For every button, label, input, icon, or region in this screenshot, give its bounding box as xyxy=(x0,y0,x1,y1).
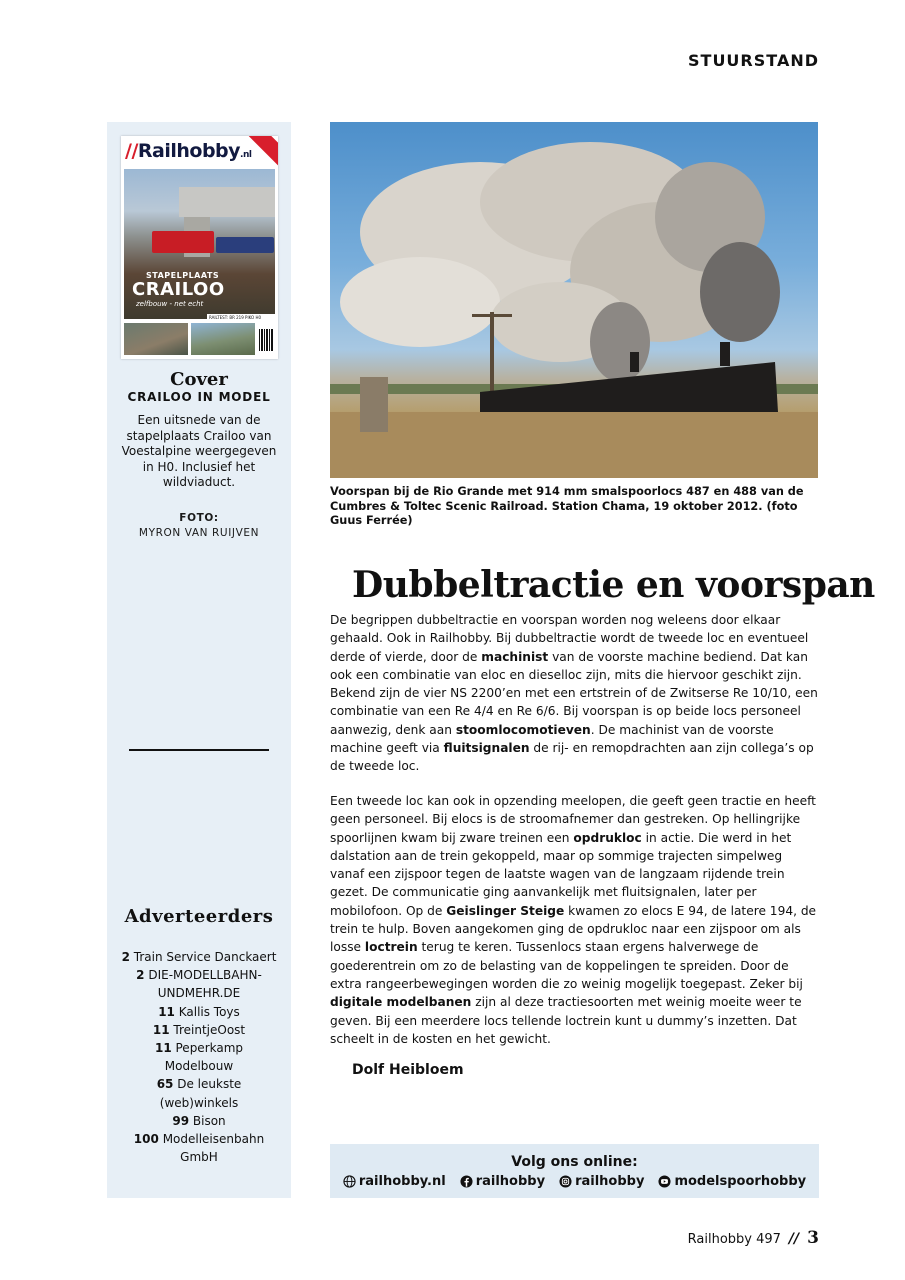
advertiser-item xyxy=(121,966,277,1002)
sidebar-divider xyxy=(129,749,269,751)
cover-blue-wagon xyxy=(216,237,274,253)
photo-label: FOTO: xyxy=(179,512,219,524)
emphasis-term: loctrein xyxy=(364,940,418,955)
advertiser-page: 100 xyxy=(133,1132,159,1147)
cover-logo-name: Railhobby xyxy=(137,140,241,162)
text-run: de rij- en remopdrachten aan zijn collega’s op de tweede loc. xyxy=(330,741,814,774)
youtube-link[interactable] xyxy=(658,1174,806,1189)
advertiser-name: De leukste (web)winkels xyxy=(159,1077,242,1110)
facebook-icon xyxy=(460,1175,473,1188)
telegraph-crossbar xyxy=(472,314,512,317)
page-number: 3 xyxy=(807,1228,819,1248)
smoke-cloud xyxy=(340,257,500,347)
text-run: terug te keren. Tussenlocs staan ergens halverwege de goederentrein om zo de belasting van de koppelingen te spreiden. Door de extra rangeerbewegingen worden die zo weinig mogelijk toegepast. Zeker bij xyxy=(330,940,803,991)
paragraph-text xyxy=(330,611,818,776)
article-photo xyxy=(330,122,818,478)
youtube-link-label: modelspoorhobby xyxy=(674,1174,807,1189)
article-headline: Dubbeltractie en voorspan xyxy=(352,564,875,607)
emphasis-term: fluitsignalen xyxy=(443,741,530,756)
youtube-icon xyxy=(658,1175,671,1188)
cover-description: Een uitsnede van de stapelplaats Crailoo van Voestalpine weergegeven in H0. Inclusief het wildviaduct. xyxy=(121,413,277,489)
fence xyxy=(360,377,388,432)
cover-logo-slashes: // xyxy=(125,140,138,162)
advertiser-name: TreintjeOost xyxy=(173,1022,246,1037)
article-author: Dolf Heibloem xyxy=(352,1062,464,1078)
smoke-cloud xyxy=(700,242,780,342)
instagram-icon xyxy=(559,1175,572,1188)
advertiser-name: Modelleisenbahn GmbH xyxy=(162,1132,265,1165)
cover-railtest-banner: RAILTEST: BR 219 PIKO H0 xyxy=(207,314,275,321)
cover-corner-badge xyxy=(249,136,278,167)
footer-separator: // xyxy=(788,1231,800,1247)
emphasis-term: machinist xyxy=(481,649,549,664)
advertiser-item xyxy=(121,1003,277,1021)
social-links xyxy=(330,1174,819,1189)
cover-subtitle: CRAILOO IN MODEL xyxy=(127,390,271,404)
section-tag: STUURSTAND xyxy=(688,51,819,70)
advertiser-name: Kallis Toys xyxy=(178,1004,240,1019)
text-run: kwamen zo elocs E 94, de latere 194, de trein te hulp. Boven aangekomen ging de opdrukloc naar een zijspoor om als losse xyxy=(330,903,817,955)
advertiser-item xyxy=(121,1075,277,1111)
follow-title: Volg ons online: xyxy=(511,1154,638,1170)
website-link-label: railhobby.nl xyxy=(358,1174,446,1189)
page-footer xyxy=(688,1228,819,1248)
advertiser-name: Bison xyxy=(192,1113,226,1128)
barcode-icon xyxy=(259,329,273,351)
advertiser-item xyxy=(121,1130,277,1166)
advertiser-page: 11 xyxy=(158,1004,175,1019)
globe-icon xyxy=(343,1175,356,1188)
advertiser-page: 2 xyxy=(136,968,145,983)
advertiser-page: 2 xyxy=(121,950,130,964)
advertiser-page: 99 xyxy=(172,1113,190,1128)
cover-red-loco xyxy=(152,231,214,253)
advertiser-page: 11 xyxy=(154,1041,172,1056)
advertisers-list xyxy=(121,948,277,1166)
advertiser-item xyxy=(121,1021,277,1039)
cover-title: Cover xyxy=(170,369,228,390)
facebook-link[interactable] xyxy=(460,1174,545,1189)
text-run: De begrippen dubbeltractie en voorspan worden nog weleens door elkaar gehaald. Ook in Railhobby. Bij dubbeltractie wordt de tweede loc en eventueel derde of vierde, door de xyxy=(330,613,809,664)
instagram-link-label: railhobby xyxy=(575,1174,645,1189)
facebook-link-label: railhobby xyxy=(475,1174,546,1189)
advertiser-name: Train Service Danckaert xyxy=(133,950,277,964)
text-run: in actie. Die werd in het dalstation aan de trein gekoppeld, maar op sommige trajecten simpelweg vanaf een zijspoor tegen de laatste wagen van de langzaam rijdende trein gezet. De communicatie ging aanvankelijk met fluitsignalen, later per mobilofoon. Op de xyxy=(330,830,792,918)
cover-image xyxy=(121,136,278,359)
smokestack xyxy=(630,352,639,372)
emphasis-term: stoomlocomotieven xyxy=(455,722,591,737)
smokestack xyxy=(720,342,730,366)
emphasis-term: opdrukloc xyxy=(573,830,642,845)
advertiser-name: DIE-MODELLBAHN-UNDMEHR.DE xyxy=(148,968,262,1001)
text-run: zijn al deze tractiesoorten met weinig moeite weer te geven. Bij een meerdere locs tellende loctrein kunt u dummy’s inzetten. Dat scheelt in de kosten en het gewicht. xyxy=(330,995,802,1046)
advertiser-page: 11 xyxy=(152,1022,170,1037)
cover-logo xyxy=(125,140,251,162)
emphasis-term: Geislinger Steige xyxy=(446,903,565,918)
cover-crailoo: CRAILOO xyxy=(132,279,225,300)
advertiser-page: 65 xyxy=(156,1077,174,1092)
cover-thumbnail-2 xyxy=(191,323,255,355)
photo-credit: MYRON VAN RUIJVEN xyxy=(138,527,260,539)
instagram-link[interactable] xyxy=(559,1174,644,1189)
website-link[interactable] xyxy=(343,1174,446,1189)
advertiser-item xyxy=(121,948,277,966)
article-paragraph-1 xyxy=(330,611,818,776)
grass-field xyxy=(330,412,818,478)
follow-online-box xyxy=(330,1144,819,1198)
advertiser-item xyxy=(121,1039,277,1075)
cover-zelfbouw: zelfbouw - net echt xyxy=(136,300,204,308)
advertiser-name: Peperkamp Modelbouw xyxy=(164,1041,244,1074)
cover-logo-suffix: .nl xyxy=(240,150,252,160)
advertiser-item xyxy=(121,1112,277,1130)
paragraph-text xyxy=(330,792,818,1048)
emphasis-term: digitale modelbanen xyxy=(330,995,472,1010)
text-run: van de voorste machine bediend. Dat kan ook een combinatie van eloc en dieselloc zijn, mits die hiervoor geschikt zijn. Bekend zijn de vier NS 2200’en met een ertstrein of de Zwitserse Re 10/10, een combinatie van een Re 4/4 en Re 6/6. Bij voorspan is op beide locs personeel aanwezig, denk aan xyxy=(330,649,818,737)
cover-photo xyxy=(124,169,275,319)
cover-thumbnail-1 xyxy=(124,323,188,355)
text-run: Een tweede loc kan ook in opzending meelopen, die geeft geen tractie en heeft geen personeel. Bij elocs is de stroomafnemer dan gestreken. Op hellingrijke spoorlijnen kwam bij zware treinen een xyxy=(330,794,816,845)
photo-caption: Voorspan bij de Rio Grande met 914 mm smalspoorlocs 487 en 488 van de Cumbres & Toltec Scenic Railroad. Station Chama, 19 oktober 2012. (foto Guus Ferrée) xyxy=(330,485,804,527)
text-run: . De machinist van de voorste machine geeft via xyxy=(330,722,774,756)
cover-bridge xyxy=(179,187,275,217)
cover-stapelplaats: STAPELPLAATS xyxy=(146,271,220,280)
article-paragraph-2 xyxy=(330,792,818,1048)
smoke-cloud xyxy=(590,302,650,382)
sidebar xyxy=(107,122,291,1198)
advertisers-title: Adverteerders xyxy=(124,906,274,927)
magazine-issue: Railhobby 497 xyxy=(687,1232,781,1247)
steam-train-illustration xyxy=(330,122,818,478)
